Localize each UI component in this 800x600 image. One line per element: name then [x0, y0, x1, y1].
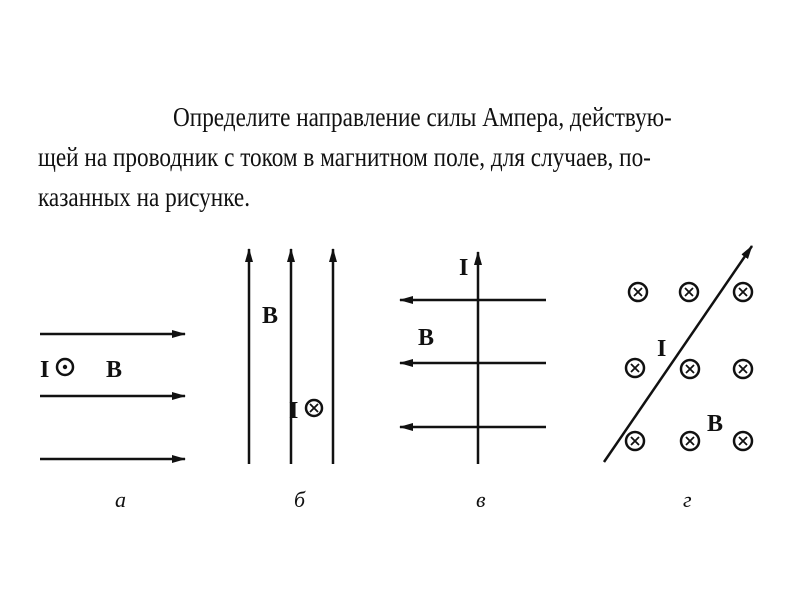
field-into-page-icon [680, 283, 698, 301]
field-into-page-icon [681, 432, 699, 450]
task-line-1: Определите направление силы Ампера, действую- [173, 102, 672, 132]
field-label: B [262, 303, 279, 329]
panel-a [40, 334, 185, 512]
field-into-page-icon [734, 283, 752, 301]
field-into-page-icon [626, 359, 644, 377]
field-into-page-grid [626, 283, 752, 450]
field-into-page-icon [734, 360, 752, 378]
current-label: I [657, 336, 667, 362]
panel-v [400, 252, 546, 512]
panel-caption: а [115, 487, 126, 512]
field-into-page-icon [734, 432, 752, 450]
field-label: B [418, 325, 435, 351]
panel-b [249, 249, 333, 512]
panel-caption: г [683, 487, 692, 512]
field-into-page-icon [626, 432, 644, 450]
panel-caption: б [294, 487, 306, 512]
field-into-page-icon [681, 360, 699, 378]
current-label: I [459, 255, 469, 281]
panel-g [604, 246, 752, 512]
current-label: I [40, 357, 50, 383]
current-label: I [289, 398, 299, 424]
current-wire-arrow [604, 246, 752, 462]
task-line-3: казанных на рисунке. [38, 182, 251, 212]
current-into-page-icon [306, 400, 322, 416]
field-into-page-icon [629, 283, 647, 301]
current-out-of-page-icon [57, 359, 73, 375]
panel-caption: в [476, 487, 486, 512]
task-line-2: щей на проводник с током в магнитном поле, для случаев, по- [38, 142, 651, 172]
field-label: B [707, 411, 724, 437]
field-label: B [106, 357, 123, 383]
